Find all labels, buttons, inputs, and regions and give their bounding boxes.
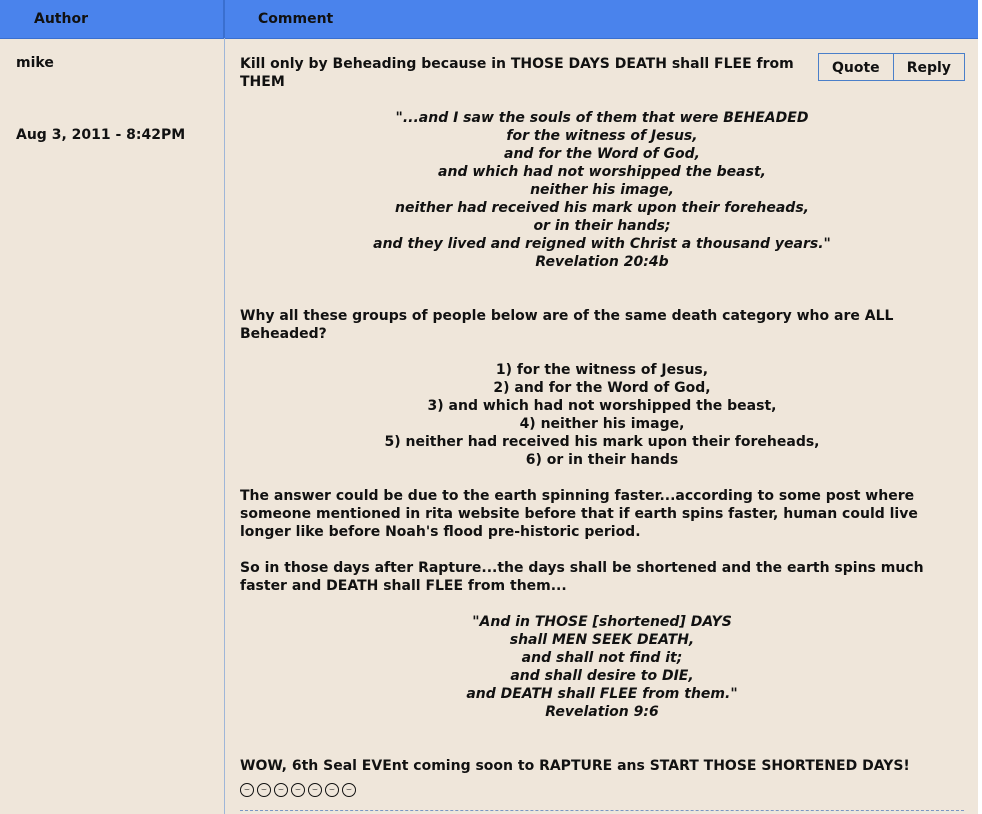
author-column-header: Author <box>34 11 88 27</box>
verse-line: and shall desire to DIE, <box>510 668 694 684</box>
post-date: Aug 3, 2011 - 8:42PM <box>16 127 186 143</box>
verse-line: for the witness of Jesus, <box>506 128 698 144</box>
verse-line: "And in THOSE [shortened] DAYS <box>472 614 732 630</box>
smiley-face-icon: ⌣ <box>291 783 305 797</box>
question-paragraph: Why all these groups of people below are of the same death category who are ALL Beheaded? <box>240 308 894 342</box>
verse-line: and DEATH shall FLEE from them." <box>466 686 738 702</box>
answer-paragraph: The answer could be due to the earth spinning faster...according to some post where someone mentioned in rita website before that if earth spins faster, human could live longer like before Noah's flood pre-historic period. <box>240 488 918 540</box>
verse-line: neither had received his mark upon their foreheads, <box>395 200 809 216</box>
list-item: 2) and for the Word of God, <box>493 380 711 396</box>
verse-block-1 <box>240 109 964 271</box>
verse-line: "...and I saw the souls of them that were BEHEADED <box>395 110 809 126</box>
post-subject: Kill only by Beheading because in THOSE DAYS DEATH shall FLEE from THEM <box>240 56 794 90</box>
verse-line: or in their hands; <box>533 218 671 234</box>
smiley-face-icon: ⌣ <box>325 783 339 797</box>
list-item: 4) neither his image, <box>519 416 685 432</box>
verse-reference: Revelation 20:4b <box>535 254 669 270</box>
closing-paragraph: WOW, 6th Seal EVEnt coming soon to RAPTURE ans START THOSE SHORTENED DAYS! <box>240 758 910 774</box>
smiley-face-icon: ⌣ <box>308 783 322 797</box>
smiley-face-icon: ⌣ <box>274 783 288 797</box>
reply-button[interactable]: Reply <box>894 53 965 81</box>
verse-line: neither his image, <box>530 182 674 198</box>
smiley-face-icon: ⌣ <box>342 783 356 797</box>
post-separator <box>240 810 964 811</box>
verse-line: and shall not find it; <box>521 650 683 666</box>
smiley-row <box>240 783 964 797</box>
list-item: 5) neither had received his mark upon their foreheads, <box>384 434 820 450</box>
list-item: 3) and which had not worshipped the beast, <box>427 398 777 414</box>
list-item: 6) or in their hands <box>525 452 679 468</box>
verse-line: and they lived and reigned with Christ a thousand years." <box>373 236 831 252</box>
smiley-face-icon: ⌣ <box>240 783 254 797</box>
column-divider <box>224 38 225 814</box>
verse-line: and for the Word of God, <box>504 146 700 162</box>
numbered-list <box>240 361 964 469</box>
verse-block-2 <box>240 613 964 721</box>
header-divider <box>223 0 225 38</box>
list-item: 1) for the witness of Jesus, <box>495 362 709 378</box>
post-author[interactable]: mike <box>16 55 54 71</box>
comment-column-header: Comment <box>258 11 334 27</box>
verse-reference: Revelation 9:6 <box>545 704 659 720</box>
post-body <box>240 55 964 797</box>
table-header <box>0 0 978 39</box>
verse-line: shall MEN SEEK DEATH, <box>509 632 695 648</box>
rapture-paragraph: So in those days after Rapture...the days shall be shortened and the earth spins much faster and DEATH shall FLEE from them... <box>240 560 924 594</box>
verse-line: and which had not worshipped the beast, <box>438 164 766 180</box>
smiley-face-icon: ⌣ <box>257 783 271 797</box>
quote-button[interactable]: Quote <box>818 53 894 81</box>
window-edge <box>978 0 982 814</box>
